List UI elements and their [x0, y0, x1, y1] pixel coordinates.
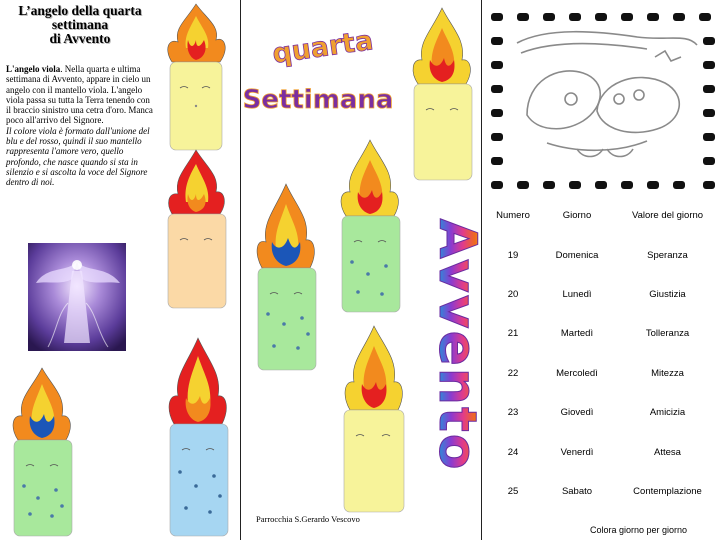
coloring-instruction: Colora giorno per giorno: [590, 525, 688, 535]
row-giorno: Lunedì: [562, 288, 592, 300]
row-numero: 22: [507, 367, 519, 379]
row-giorno: Sabato: [561, 485, 593, 497]
row-numero: 25: [507, 485, 519, 497]
avvento-text: Avvento: [427, 218, 487, 472]
row-valore: Speranza: [647, 249, 688, 261]
table-row: [487, 472, 720, 511]
avvento-vertical-title: [412, 185, 487, 505]
row-numero: 23: [507, 407, 519, 419]
candle-8: [340, 324, 408, 519]
violet-angel-image: [28, 243, 126, 351]
candle-5: [252, 182, 322, 377]
row-valore: Contemplazione: [633, 485, 702, 497]
table-row: [487, 432, 720, 471]
daily-values-table: [487, 196, 720, 511]
angel-text: . Nella quarta e ultima settimana di Avvento, appare in cielo un angelo con il mantello viola. L'angelo viola passa su tutta la Terra tenendo con il braccio sinistro una cetra d'oro. Manca poco all'arrivo del Signore.: [6, 64, 153, 126]
row-valore: Attesa: [654, 446, 681, 458]
table-row: [487, 354, 720, 393]
title-line-1: quarta: [270, 25, 376, 70]
title-line-2: Settimana: [242, 85, 394, 115]
row-giorno: Domenica: [555, 249, 599, 261]
candle-3: [8, 366, 78, 543]
row-giorno: Venerdì: [560, 446, 594, 458]
row-giorno: Giovedì: [560, 407, 594, 419]
row-numero: 20: [507, 288, 519, 300]
table-row: [487, 275, 720, 314]
table-header-row: [487, 196, 720, 235]
table-row: [487, 393, 720, 432]
row-giorno: Mercoledì: [556, 367, 598, 379]
parish-name: Parrocchia S.Gerardo Vescovo: [256, 514, 360, 524]
angel-name: L'angelo viola: [6, 64, 61, 74]
candle-6: [338, 138, 404, 319]
week-title-art: [242, 22, 394, 122]
candle-4: [410, 6, 476, 187]
row-giorno: Martedì: [560, 328, 594, 340]
table-row: [487, 235, 720, 274]
header-numero: Numero: [496, 210, 530, 222]
row-valore: Amicizia: [649, 407, 686, 419]
row-numero: 21: [507, 328, 519, 340]
candle-7: [166, 336, 232, 543]
candle-2: [162, 148, 232, 315]
violet-meaning: Il colore viola è formato dall'unione del blu e del rosso, quindi il suo mantello rappresenta l'amore vero, quello profondo, che nasce quando si sta in silenzio e si ascolta la voce del Signore dentro di noi.: [6, 125, 150, 188]
row-numero: 24: [507, 446, 519, 458]
row-valore: Giustizia: [649, 288, 686, 300]
header-valore: Valore del giorno: [631, 210, 704, 222]
angel-description: [6, 64, 156, 188]
coloring-medallion: [487, 3, 719, 195]
angel-title: L’angelo della quarta settimana di Avvento: [18, 3, 142, 46]
row-valore: Tolleranza: [645, 328, 690, 340]
candle-1: [160, 2, 232, 157]
table-row: [487, 314, 720, 353]
header-giorno: Giorno: [562, 210, 592, 222]
fold-line-left: [240, 0, 241, 540]
row-numero: 19: [507, 249, 519, 261]
row-valore: Mitezza: [651, 367, 684, 379]
